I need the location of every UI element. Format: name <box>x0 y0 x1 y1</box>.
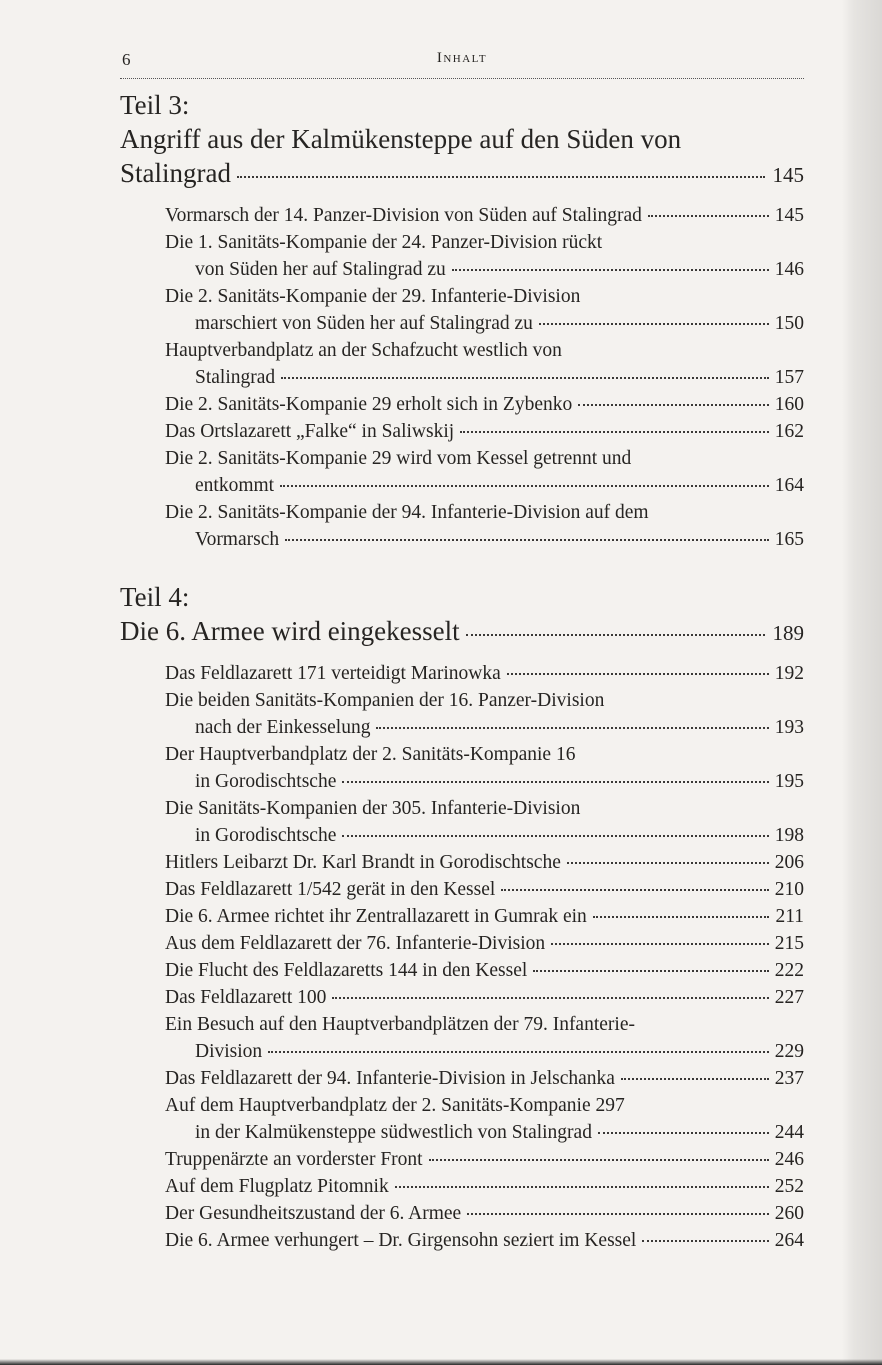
toc-entry <box>165 795 804 849</box>
toc-entries <box>120 660 804 1254</box>
toc-entry-page: 260 <box>774 1203 804 1224</box>
toc-entry-cont-text: Stalingrad <box>195 367 276 388</box>
dot-leader <box>467 1212 769 1215</box>
toc-entry-row <box>165 1065 804 1092</box>
part-title <box>120 122 804 192</box>
toc-entry-title: Der Hauptverbandplatz der 2. Sanitäts-Kompanie 16 <box>165 744 576 765</box>
toc-entry-title: Ein Besuch auf den Hauptverbandplätzen der 79. Infanterie- <box>165 1014 635 1035</box>
toc-entry-text: Die 2. Sanitäts-Kompanie 29 erholt sich in Zybenko <box>165 394 573 415</box>
toc-entry <box>165 337 804 391</box>
toc-entry-text: Die 6. Armee richtet ihr Zentrallazarett in Gumrak ein <box>165 906 587 927</box>
dot-leader <box>342 780 768 783</box>
part-title-final-text: Stalingrad <box>120 158 231 188</box>
toc-entry-row <box>165 876 804 903</box>
toc-entry-page: 227 <box>774 987 804 1008</box>
toc-entry-cont-row <box>165 256 804 283</box>
dot-leader <box>593 915 770 918</box>
toc-entry <box>165 1200 804 1227</box>
toc-entry <box>165 660 804 687</box>
toc-entry-row <box>165 957 804 984</box>
dot-leader <box>551 942 769 945</box>
toc-entries <box>120 202 804 553</box>
toc-entry-cont-page: 244 <box>774 1122 804 1143</box>
toc-entry-text: Das Ortslazarett „Falke“ in Saliwskij <box>165 421 455 442</box>
toc-entry-cont-row <box>165 768 804 795</box>
toc-entry-page: 222 <box>774 960 804 981</box>
toc-entry-cont-page: 165 <box>774 529 804 550</box>
toc-entry-title: Die beiden Sanitäts-Kompanien der 16. Panzer-Division <box>165 690 605 711</box>
toc-entry <box>165 391 804 418</box>
toc-entry-row <box>165 660 804 687</box>
toc-entry <box>165 1227 804 1254</box>
part-title-final-page: 189 <box>772 621 804 645</box>
toc-entry-cont-row <box>165 1119 804 1146</box>
toc-entry-title: Die 1. Sanitäts-Kompanie der 24. Panzer-Division rückt <box>165 232 603 253</box>
toc-entry <box>165 1173 804 1200</box>
toc-entry-page: 162 <box>774 421 804 442</box>
toc-entry-text: Das Feldlazarett der 94. Infanterie-Division in Jelschanka <box>165 1068 615 1089</box>
toc-part-3 <box>120 88 804 553</box>
dot-leader <box>280 484 769 487</box>
dot-leader <box>598 1131 769 1134</box>
toc-entry <box>165 1011 804 1065</box>
toc-entry-cont-page: 195 <box>774 771 804 792</box>
toc-entry <box>165 930 804 957</box>
toc-entry-page: 211 <box>775 906 804 927</box>
toc-entry <box>165 499 804 553</box>
dot-leader <box>501 888 768 891</box>
dot-leader <box>507 672 769 675</box>
dot-leader <box>342 834 768 837</box>
dot-leader <box>466 633 765 636</box>
dot-leader <box>460 430 769 433</box>
toc-entry-text: Das Feldlazarett 171 verteidigt Marinowka <box>165 663 501 684</box>
toc-entry <box>165 687 804 741</box>
part-title-final-row <box>120 614 804 650</box>
page-number: 6 <box>122 50 131 69</box>
toc-entry <box>165 202 804 229</box>
toc-entry <box>165 229 804 283</box>
dot-leader <box>376 726 768 729</box>
dot-leader <box>285 538 769 541</box>
toc-entry-cont-page: 164 <box>774 475 804 496</box>
dot-leader <box>429 1158 769 1161</box>
toc-entry-row <box>165 849 804 876</box>
toc-entry <box>165 1092 804 1146</box>
part-title <box>120 614 804 650</box>
toc-entry-page: 145 <box>774 205 804 226</box>
toc-entry-text: Der Gesundheitszustand der 6. Armee <box>165 1203 462 1224</box>
toc-entry-page: 192 <box>774 663 804 684</box>
toc-entry-cont-page: 150 <box>774 313 804 334</box>
toc-entry-cont-page: 157 <box>774 367 804 388</box>
toc-entry-cont-text: in Gorodischtsche <box>195 825 337 846</box>
part-title-final-text: Die 6. Armee wird eingekesselt <box>120 616 460 646</box>
toc-entry <box>165 418 804 445</box>
toc-entry <box>165 741 804 795</box>
page-bottom-edge <box>0 1359 882 1365</box>
toc-entry <box>165 984 804 1011</box>
dot-leader <box>567 861 769 864</box>
toc-entry-row <box>165 418 804 445</box>
toc-entry-row <box>165 930 804 957</box>
toc-entry-text: Die Flucht des Feldlazaretts 144 in den Kessel <box>165 960 528 981</box>
toc-entry-cont-page: 229 <box>774 1041 804 1062</box>
toc-entry-cont-row <box>165 364 804 391</box>
toc-entry-cont-text: nach der Einkesselung <box>195 717 371 738</box>
toc-entry-cont-row <box>165 714 804 741</box>
dot-leader <box>268 1050 769 1053</box>
toc-entry-cont-row <box>165 822 804 849</box>
toc-entry-cont-page: 198 <box>774 825 804 846</box>
dot-leader <box>237 175 765 178</box>
toc-entry-cont-page: 193 <box>774 717 804 738</box>
toc-entry-title: Die Sanitäts-Kompanien der 305. Infanterie-Division <box>165 798 581 819</box>
toc-entry-page: 210 <box>774 879 804 900</box>
dot-leader <box>533 969 768 972</box>
toc-entry <box>165 445 804 499</box>
toc-entry-page: 206 <box>774 852 804 873</box>
toc-entry-page: 215 <box>774 933 804 954</box>
toc-entry-cont-page: 146 <box>774 259 804 280</box>
toc-entry-cont-text: entkommt <box>195 475 275 496</box>
toc-entry-cont-text: in der Kalmükensteppe südwestlich von Stalingrad <box>195 1122 592 1143</box>
toc-entry-cont-text: marschiert von Süden her auf Stalingrad zu <box>195 313 533 334</box>
toc-entry-row <box>165 391 804 418</box>
toc-entry-text: Das Feldlazarett 100 <box>165 987 327 1008</box>
toc-entry-text: Vormarsch der 14. Panzer-Division von Süden auf Stalingrad <box>165 205 642 226</box>
part-label: Teil 4: <box>120 582 190 612</box>
toc-entry <box>165 903 804 930</box>
toc-entry-text: Truppenärzte an vorderster Front <box>165 1149 423 1170</box>
toc-entry-title: Die 2. Sanitäts-Kompanie 29 wird vom Kessel getrennt und <box>165 448 632 469</box>
toc-entry-text: Hitlers Leibarzt Dr. Karl Brandt in Gorodischtsche <box>165 852 561 873</box>
toc-entry <box>165 1065 804 1092</box>
toc-entry-page: 160 <box>774 394 804 415</box>
toc-entry-cont-text: Vormarsch <box>195 529 280 550</box>
dot-leader <box>452 268 769 271</box>
dot-leader <box>395 1185 769 1188</box>
toc-entry-cont-row <box>165 310 804 337</box>
toc-entry-page: 252 <box>774 1176 804 1197</box>
toc-entry-row <box>165 1146 804 1173</box>
dot-leader <box>648 214 769 217</box>
dot-leader <box>281 376 769 379</box>
part-title-final-row <box>120 156 804 192</box>
toc-entry-text: Die 6. Armee verhungert – Dr. Girgensohn seziert im Kessel <box>165 1230 637 1251</box>
toc-entry-page: 246 <box>774 1149 804 1170</box>
toc-entry <box>165 849 804 876</box>
toc-entry-cont-row <box>165 526 804 553</box>
toc-entry-title: Hauptverbandplatz an der Schafzucht westlich von <box>165 340 562 361</box>
toc-entry-text: Aus dem Feldlazarett der 76. Infanterie-Division <box>165 933 546 954</box>
running-title: Inhalt <box>436 50 488 66</box>
toc-entry <box>165 1146 804 1173</box>
toc-entry <box>165 876 804 903</box>
toc-entry-title: Auf dem Hauptverbandplatz der 2. Sanitäts-Kompanie 297 <box>165 1095 625 1116</box>
toc-entry-page: 237 <box>774 1068 804 1089</box>
dot-leader <box>539 322 769 325</box>
dot-leader <box>621 1077 769 1080</box>
toc-entry-page: 264 <box>774 1230 804 1251</box>
part-title-line: Angriff aus der Kalmükensteppe auf den Süden von <box>120 124 682 154</box>
toc-part-4 <box>120 580 804 1254</box>
toc-entry-cont-text: in Gorodischtsche <box>195 771 337 792</box>
page-header <box>120 48 804 79</box>
toc-entry-row <box>165 903 804 930</box>
toc-entry-row <box>165 1227 804 1254</box>
toc-entry-cont-text: Division <box>195 1041 263 1062</box>
toc-entry-title: Die 2. Sanitäts-Kompanie der 94. Infanterie-Division auf dem <box>165 502 649 523</box>
page-edge-shadow <box>842 0 882 1365</box>
toc-entry-row <box>165 1173 804 1200</box>
toc-entry-cont-row <box>165 472 804 499</box>
part-title-final-page: 145 <box>772 163 804 187</box>
toc-entry-row <box>165 984 804 1011</box>
toc-entry-title: Die 2. Sanitäts-Kompanie der 29. Infanterie-Division <box>165 286 581 307</box>
toc-entry <box>165 283 804 337</box>
toc-entry-row <box>165 1200 804 1227</box>
dot-leader <box>578 403 768 406</box>
toc-entry-cont-row <box>165 1038 804 1065</box>
toc-entry-text: Das Feldlazarett 1/542 gerät in den Kessel <box>165 879 496 900</box>
toc-entry-row <box>165 202 804 229</box>
toc-entry <box>165 957 804 984</box>
dot-leader <box>332 996 768 999</box>
toc-entry-cont-text: von Süden her auf Stalingrad zu <box>195 259 446 280</box>
part-label: Teil 3: <box>120 90 190 120</box>
dot-leader <box>642 1239 768 1242</box>
toc-entry-text: Auf dem Flugplatz Pitomnik <box>165 1176 389 1197</box>
